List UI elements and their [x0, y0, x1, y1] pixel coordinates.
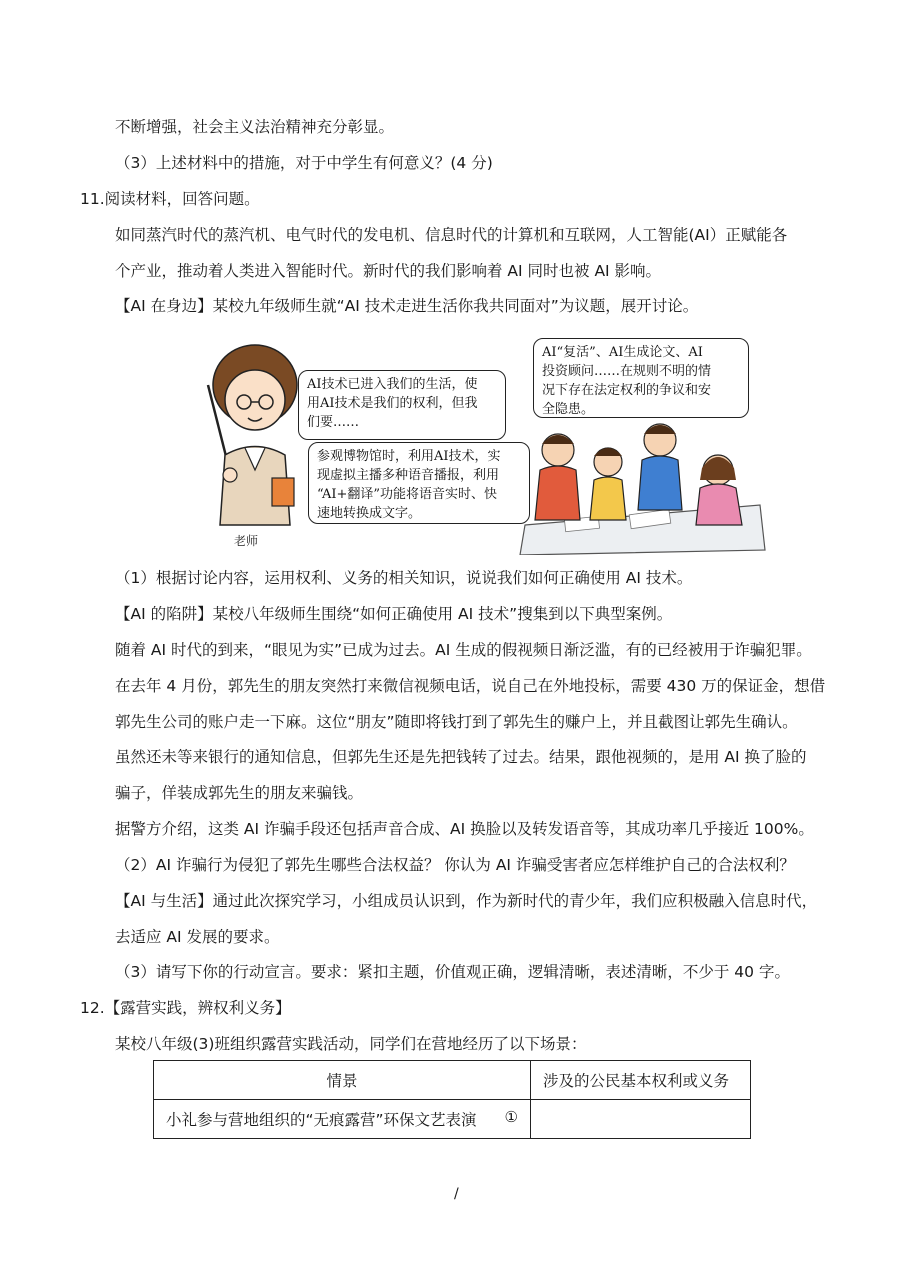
- scene-text: 小礼参与营地组织的“无痕露营”环保文艺表演: [166, 1111, 477, 1129]
- student-speech-bubble: 参观博物馆时，利用AI技术，实 现虚拟主播多种语音播报，利用 “AI+翻译”功能将语音实时、快 速地转换成文字。: [308, 442, 530, 524]
- section-ai-nearby: 【AI 在身边】某校九年级师生就“AI 技术走进生活你我共同面对”为议题，展开讨论。: [115, 297, 699, 315]
- table-header-scene: 情景: [154, 1061, 531, 1100]
- question-3-declaration: （3）请写下你的行动宣言。要求：紧扣主题，价值观正确，逻辑清晰，表述清晰，不少于 40 字。: [115, 963, 790, 981]
- table-header-row: [154, 1061, 751, 1100]
- text-line: 个产业，推动着人类进入智能时代。新时代的我们影响着 AI 同时也被 AI 影响。: [115, 262, 662, 280]
- question-12-title: 12.【露营实践，辨权利义务】: [80, 999, 291, 1017]
- discussion-illustration: [190, 330, 770, 555]
- question-2: （2）AI 诈骗行为侵犯了郭先生哪些合法权益？ 你认为 AI 诈骗受害者应怎样维护自己的合法权利？: [115, 856, 795, 874]
- text-line: 据警方介绍，这类 AI 诈骗手段还包括声音合成、AI 换脸以及转发语音等，其成功率几乎接近 100%。: [115, 820, 814, 838]
- question-1: （1）根据讨论内容，运用权利、义务的相关知识，说说我们如何正确使用 AI 技术。: [115, 569, 693, 587]
- table-cell-answer: [531, 1100, 751, 1139]
- student-4-body: [696, 484, 742, 525]
- section-ai-trap: 【AI 的陷阱】某校八年级师生围绕“如何正确使用 AI 技术”搜集到以下典型案例。: [115, 605, 673, 623]
- question-3: （3）上述材料中的措施，对于中学生有何意义？(4 分): [115, 154, 493, 172]
- section-ai-life: 【AI 与生活】通过此次探究学习，小组成员认识到，作为新时代的青少年，我们应积极融入信息时代，: [115, 892, 818, 910]
- teacher-label: 老师: [234, 534, 259, 548]
- text-line: 骗子，佯装成郭先生的朋友来骗钱。: [115, 784, 364, 802]
- text-line: 随着 AI 时代的到来，“眼见为实”已成为过去。AI 生成的假视频日渐泛滥，有的已经被用于诈骗犯罪。: [115, 641, 812, 659]
- teacher-speech-bubble: AI技术已进入我们的生活，使 用AI技术是我们的权利，但我 们要……: [298, 370, 506, 440]
- text-line: 在去年 4 月份，郭先生的朋友突然打来微信视频电话，说自己在外地投标，需要 430 万的保证金，想借: [115, 677, 826, 695]
- student-3-body: [638, 456, 682, 510]
- answer-marker: ①: [504, 1108, 518, 1126]
- scene-table: [153, 1060, 751, 1139]
- text-line: 不断增强，社会主义法治精神充分彰显。: [115, 118, 395, 136]
- table-header-right: 涉及的公民基本权利或义务: [531, 1061, 751, 1100]
- text-line: 如同蒸汽时代的蒸汽机、电气时代的发电机、信息时代的计算机和互联网，人工智能(AI）正赋能各: [115, 226, 788, 244]
- student-2-body: [590, 477, 626, 520]
- teacher-book: [272, 478, 294, 506]
- question-11-title: 11.阅读材料，回答问题。: [80, 190, 260, 208]
- student-1-body: [535, 466, 580, 520]
- table-cell-scene: [154, 1100, 531, 1139]
- table-row: [154, 1100, 751, 1139]
- page-mark: /: [454, 1186, 459, 1202]
- text-line: 虽然还未等来银行的通知信息，但郭先生还是先把钱转了过去。结果，跟他视频的，是用 AI 换了脸的: [115, 748, 807, 766]
- text-line: 郭先生公司的账户走一下麻。这位“朋友”随即将钱打到了郭先生的赚户上，并且截图让郭先生确认。: [115, 713, 798, 731]
- risk-speech-bubble: AI“复活”、AI生成论文、AI 投资顾问……在规则不明的情 况下存在法定权利的争议和安 全隐患。: [533, 338, 749, 418]
- text-line: 某校八年级(3)班组织露营实践活动，同学们在营地经历了以下场景：: [115, 1035, 587, 1053]
- text-line: 去适应 AI 发展的要求。: [115, 928, 280, 946]
